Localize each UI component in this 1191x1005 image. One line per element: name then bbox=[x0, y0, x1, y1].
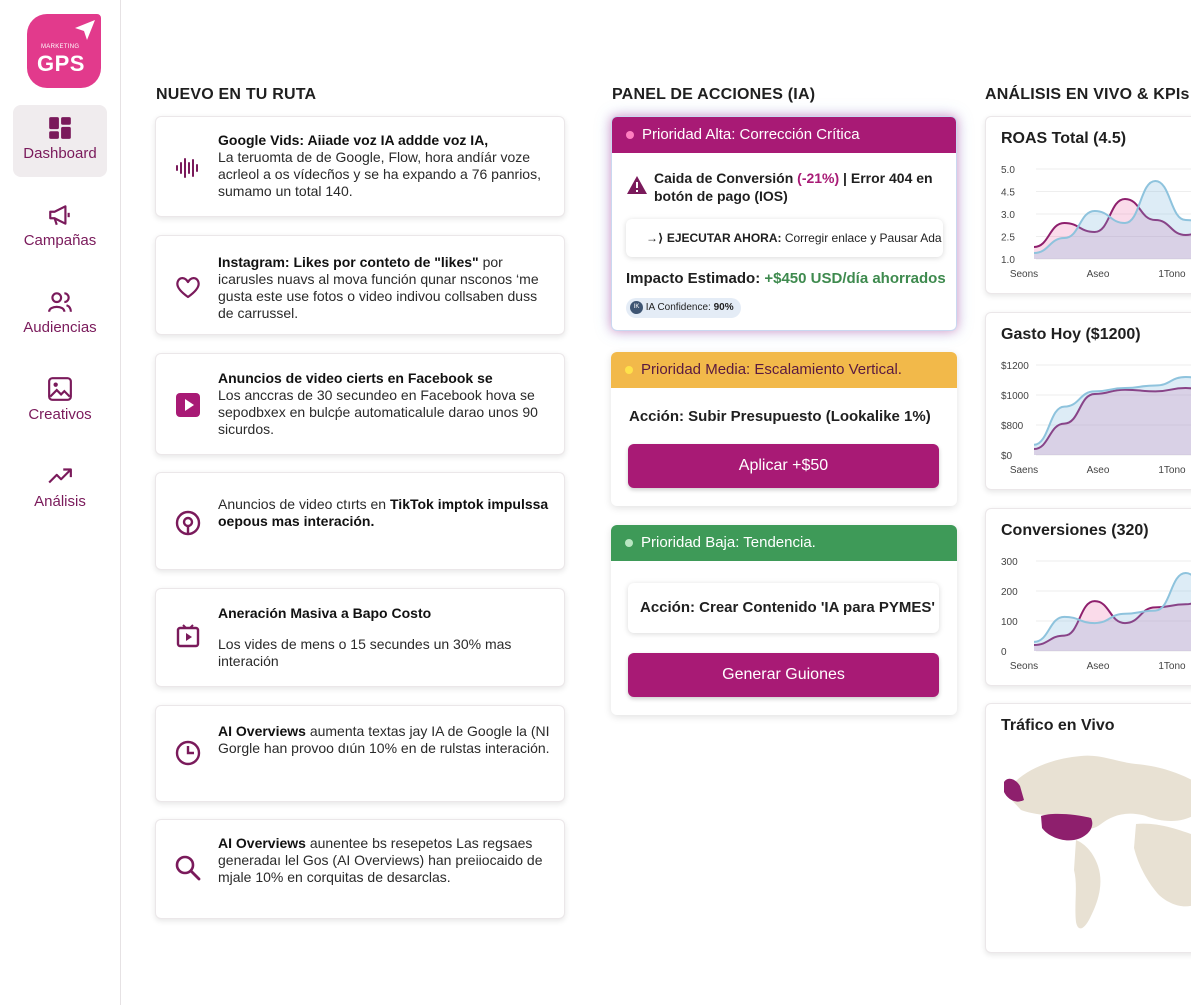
action-text: Acción: Subir Presupuesto (Lookalike 1%) bbox=[629, 408, 931, 425]
confidence-label: IA Confidence: bbox=[645, 302, 714, 313]
ia-badge-icon: IK bbox=[630, 301, 643, 314]
y-tick-label: $0 bbox=[1001, 451, 1013, 462]
navigation-arrow-icon bbox=[73, 18, 97, 42]
news-text bbox=[218, 254, 554, 322]
nav-label: Análisis bbox=[34, 493, 86, 510]
y-tick-label: $1200 bbox=[1001, 361, 1029, 372]
nav-label: Dashboard bbox=[23, 145, 97, 162]
y-tick-label: 4.5 bbox=[1001, 187, 1015, 199]
x-tick-label: 1Tono bbox=[1158, 465, 1186, 476]
kpi-title: Gasto Hoy ($1200) bbox=[1001, 326, 1141, 343]
action-card-medium bbox=[611, 352, 957, 506]
x-tick-label: Aseo bbox=[1086, 465, 1110, 476]
spend-chart bbox=[986, 313, 1191, 490]
news-body: impulssa oepous mas interación. bbox=[218, 496, 549, 529]
kpi-title: Conversiones (320) bbox=[1001, 522, 1149, 539]
kpi-title: ROAS Total (4.5) bbox=[1001, 130, 1127, 147]
action-header-medium bbox=[611, 352, 957, 388]
news-body: Los anccras de 30 secundeo en Facebook hova se sepodbxex en bulcṕe automaticalule darao unos 90 sicurdos. bbox=[218, 387, 538, 437]
nav-label: Audiencias bbox=[23, 319, 97, 336]
exec-label: EJECUTAR AHORA: bbox=[666, 231, 782, 245]
alert-pct: (-21%) bbox=[797, 170, 840, 186]
news-text bbox=[218, 723, 554, 757]
news-body: La teruomta de de Google, Flow, hora andíár voze acrleol a os vídecños y se ha expando a 76 panrios, sumamo un total 140. bbox=[218, 149, 541, 199]
news-body: aunentee bs resepetos Las regsaes generadaı lel Gos (AI Overviews) han preiiocaido de mjale 10% en corquitas de desarclas. bbox=[218, 835, 543, 885]
impact-label: Impacto Estimado: bbox=[626, 270, 765, 287]
brand-small: MARKETING bbox=[41, 44, 80, 50]
conversion-alert bbox=[654, 169, 938, 205]
roas-chart bbox=[986, 117, 1191, 294]
y-tick-label: 100 bbox=[1001, 617, 1018, 628]
news-text bbox=[218, 370, 554, 438]
search-icon bbox=[174, 854, 202, 882]
brand-name: GPS bbox=[37, 51, 85, 76]
news-card[interactable] bbox=[155, 116, 565, 217]
news-card[interactable] bbox=[155, 588, 565, 687]
execute-now-button[interactable] bbox=[626, 219, 943, 257]
action-text: Acción: Crear Contenido 'IA para PYMES' bbox=[628, 583, 939, 633]
y-tick-label: 2.5 bbox=[1001, 232, 1015, 244]
y-tick-label: $800 bbox=[1001, 421, 1024, 432]
news-card[interactable] bbox=[155, 705, 565, 802]
series-area bbox=[1034, 573, 1191, 651]
news-title: AI Overviews bbox=[218, 723, 306, 739]
news-title: Instagram: Likes por conteto de "likes" bbox=[218, 254, 479, 270]
alert-text-b: | Error 404 en botón de pago (IOS) bbox=[654, 170, 933, 204]
clock-icon bbox=[174, 739, 202, 767]
action-header-low bbox=[611, 525, 957, 561]
brand-logo[interactable] bbox=[27, 14, 101, 88]
news-card[interactable] bbox=[155, 235, 565, 335]
sidebar bbox=[0, 0, 121, 1005]
y-tick-label: 5.0 bbox=[1001, 165, 1015, 176]
priority-dot bbox=[625, 539, 633, 547]
news-title: TikTok imptok bbox=[390, 496, 484, 512]
x-tick-label: Seons bbox=[1009, 661, 1039, 672]
nav-dashboard[interactable] bbox=[13, 105, 107, 177]
y-tick-label: 0 bbox=[1001, 647, 1007, 658]
dashboard-icon bbox=[47, 115, 73, 141]
y-tick-label: 3.0 bbox=[1001, 210, 1015, 221]
x-tick-label: Seons bbox=[1009, 269, 1039, 280]
action-header-text: Prioridad Alta: Corrección Crítica bbox=[642, 126, 860, 143]
world-map-icon bbox=[986, 704, 1191, 953]
confidence-value: 90% bbox=[713, 302, 734, 313]
y-tick-label: 200 bbox=[1001, 587, 1018, 598]
news-pre: Anuncios de video ctırts en bbox=[218, 496, 390, 512]
impact-estimate bbox=[626, 270, 946, 287]
nav-campaigns[interactable] bbox=[13, 192, 107, 264]
ia-confidence-badge bbox=[626, 298, 741, 318]
actions-section-title: PANEL DE ACCIONES (IA) bbox=[612, 86, 816, 103]
conversions-chart bbox=[986, 509, 1191, 686]
nav-creatives[interactable] bbox=[13, 366, 107, 438]
play-square-icon bbox=[174, 622, 202, 650]
news-text bbox=[218, 835, 554, 886]
news-title: Aneración Masiva a Bapo Costo bbox=[218, 605, 432, 621]
kpi-card-spend bbox=[985, 312, 1191, 490]
y-tick-label: $1000 bbox=[1001, 391, 1029, 402]
kpi-title: Tráfico en Vivo bbox=[1001, 717, 1115, 734]
generate-scripts-button[interactable]: Generar Guiones bbox=[628, 653, 939, 697]
kpi-card-traffic bbox=[985, 703, 1191, 953]
priority-dot bbox=[625, 366, 633, 374]
x-tick-label: 1Tono bbox=[1158, 661, 1186, 672]
enter-arrow-icon: →⟩ bbox=[646, 231, 664, 245]
location-pin-icon bbox=[174, 509, 202, 537]
news-title: AI Overviews bbox=[218, 835, 306, 851]
news-card[interactable] bbox=[155, 472, 565, 570]
news-body: aumenta textas jay IA de Google la (NI Gorgle han provoo dıún 10% en de rulstas interación. bbox=[218, 723, 550, 756]
news-text bbox=[218, 605, 554, 670]
nav-label: Creativos bbox=[28, 406, 92, 423]
action-header-text: Prioridad Baja: Tendencia. bbox=[641, 534, 816, 551]
x-tick-label: Aseo bbox=[1086, 269, 1110, 280]
news-card[interactable] bbox=[155, 819, 565, 919]
heart-icon bbox=[174, 273, 202, 301]
image-icon bbox=[47, 376, 73, 402]
news-body: por icarusles nuavs al mova función qunar nsconos ‘me gusta este use fotos o video indivou collsaben duss de carrussel. bbox=[218, 254, 539, 321]
trending-up-icon bbox=[47, 463, 73, 489]
nav-analysis[interactable] bbox=[13, 453, 107, 525]
news-body: Los vides de mens o 15 secundes un 30% mas interación bbox=[218, 636, 512, 669]
alert-text-a: Caida de Conversión bbox=[654, 170, 798, 186]
nav-label: Campañas bbox=[23, 232, 97, 249]
warning-icon bbox=[626, 175, 648, 195]
action-card-high bbox=[611, 116, 957, 331]
news-title: Anuncios de video cierts en Facebook se bbox=[218, 370, 493, 386]
y-tick-label: 300 bbox=[1001, 557, 1018, 568]
x-tick-label: 1Tono bbox=[1158, 269, 1186, 280]
action-header-high bbox=[612, 117, 956, 153]
news-title: Google Vids: Aiiade voz IA addde voz IA, bbox=[218, 132, 489, 148]
action-header-text: Prioridad Media: Escalamiento Vertical. bbox=[641, 361, 902, 378]
action-card-low bbox=[611, 525, 957, 715]
news-section-title: NUEVO EN TU RUTA bbox=[156, 86, 317, 103]
impact-value: +$450 USD/día ahorrados bbox=[764, 270, 946, 287]
y-tick-label: 1.0 bbox=[1001, 255, 1015, 266]
audio-wave-icon bbox=[174, 154, 202, 182]
kpi-card-conversions bbox=[985, 508, 1191, 686]
apply-budget-button[interactable]: Aplicar +$50 bbox=[628, 444, 939, 488]
x-tick-label: Aseo bbox=[1086, 661, 1110, 672]
nav-audiences[interactable] bbox=[13, 279, 107, 351]
exec-text: Corregir enlace y Pausar Ada bbox=[784, 231, 942, 245]
video-play-icon bbox=[174, 391, 202, 419]
news-text bbox=[218, 132, 554, 200]
users-icon bbox=[47, 289, 73, 315]
megaphone-icon bbox=[47, 202, 73, 228]
news-text bbox=[218, 496, 554, 530]
kpis-section-title: ANÁLISIS EN VIVO & KPIs bbox=[985, 86, 1190, 103]
news-card[interactable] bbox=[155, 353, 565, 455]
priority-dot bbox=[626, 131, 634, 139]
x-tick-label: Saens bbox=[1009, 465, 1039, 476]
kpi-card-roas bbox=[985, 116, 1191, 294]
